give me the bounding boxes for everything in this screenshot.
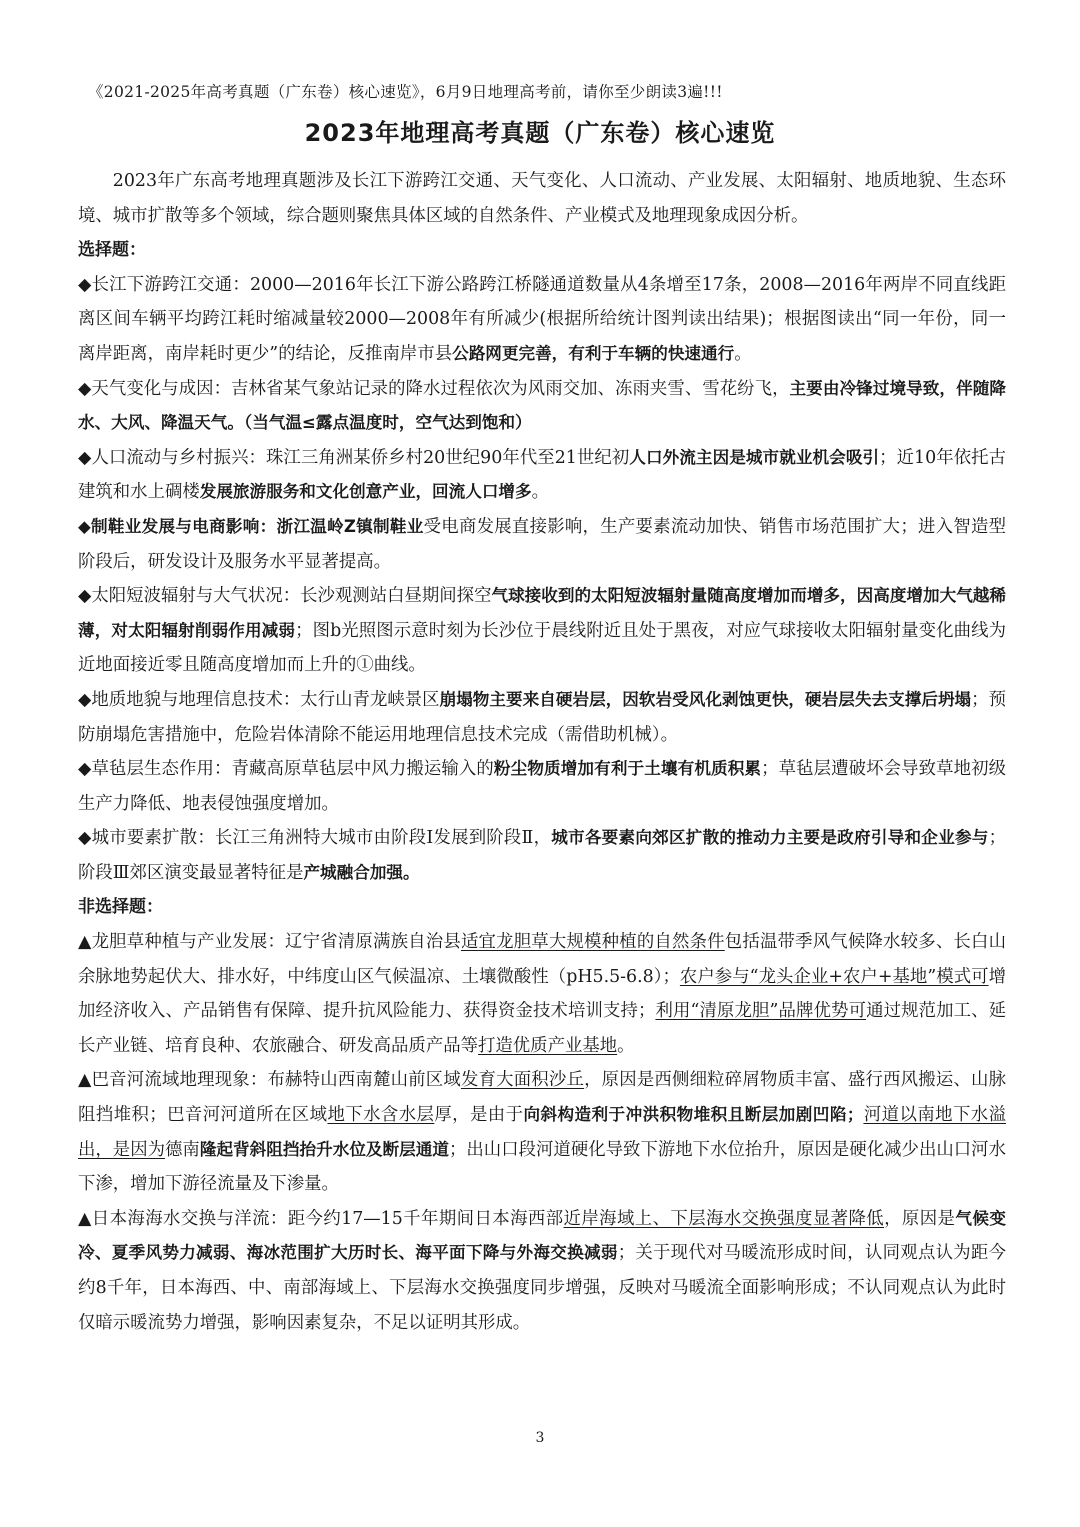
underlined-text: 适宜龙胆草大规模种植的自然条件: [460, 932, 725, 953]
bold-text: 崩塌物主要来自硬岩层，因软岩受风化剥蚀更快，硬岩层失去支撑后坍塌: [439, 689, 972, 709]
text-segment: ；图b光照图示意时刻为长沙位于晨线附近且处于黑夜，对应气球接收太阳辐射量变化曲线为近地面接近零且随高度增加而上升的①曲线。: [78, 620, 1007, 676]
underlined-text: 利用“清原龙胆”品牌优势可: [655, 1001, 867, 1022]
text-segment: 厚，是由于: [434, 1105, 524, 1126]
nonchoice-item: [78, 1063, 1006, 1201]
underlined-text: 近岸海域上、下层海水交换强度显著降低: [563, 1208, 885, 1229]
text-segment: 通过规范加工、延长产业链、培育良种、农旅融合、研发高品质产品等: [78, 1001, 1006, 1056]
document-body: [78, 164, 1006, 1340]
choice-item: [78, 268, 1006, 372]
text-segment: 。: [617, 1035, 635, 1056]
bold-text: 气球接收到的太阳短波辐射量随高度增加而增多，因高度增加大气越稀薄，对太阳辐射削弱作用减弱: [78, 586, 1006, 640]
text-segment: ；关于现代对马暖流形成时间，认同观点认为距今约8千年，日本海西、中、南部海域上、下层海水交换强度同步增强，反映对马暖流全面影响形成；不认同观点认为此时仅暗示暖流势力增强，影响因素复杂，不足以证明其形成。: [78, 1243, 1006, 1333]
nonchoice-heading: 非选择题：: [78, 897, 163, 918]
text-segment: ◆人口流动与乡村振兴：珠江三角洲某侨乡村20世纪90年代至21世纪初: [78, 447, 630, 468]
text-segment: ◆城市要素扩散：长江三角洲特大城市由阶段Ⅰ发展到阶段Ⅱ，: [78, 828, 552, 849]
underlined-text: 地下水含水层: [327, 1105, 435, 1126]
text-segment: 。: [531, 482, 550, 503]
choice-heading: 选择题：: [78, 240, 146, 261]
text-segment: 受电商发展直接影响，生产要素流动加快、销售市场范围扩大；进入智造型阶段后，研发设计及服务水平显著提高。: [78, 516, 1006, 572]
text-segment: ；出山口段河道硬化导致下游地下水位抬升，原因是硬化减少出山口河水下渗，增加下游径流量及下渗量。: [78, 1139, 1006, 1195]
text-segment: 增加经济收入、产品销售有保障、提升抗风险能力、获得资金技术培训支持；: [78, 966, 1006, 1022]
text-segment: ；预防崩塌危害措施中，危险岩体清除不能运用地理信息技术完成（需借助机械）。: [78, 689, 1006, 745]
text-segment: ；阶段Ⅲ郊区演变最显著特征是: [78, 828, 1006, 883]
choice-item: [78, 441, 1006, 510]
bold-text: 气候变冷、夏季风势力减弱、海冰范围扩大历时长、海平面下降与外海交换减弱: [78, 1208, 1006, 1263]
page-number: 3: [535, 1430, 545, 1446]
underlined-text: 发育大面积沙丘: [460, 1070, 585, 1091]
text-segment: 德南: [165, 1139, 200, 1160]
text-segment: ；近10年依托古建筑和水上碉楼: [78, 447, 1006, 503]
text-segment: ◆长江下游跨江交通：2000—2016年长江下游公路跨江桥隧通道数量从4条增至17条，2008—2016年两岸不同直线距离区间车辆平均跨江耗时缩减量较2000—2008年有所减少(根据所给统计图判读出结果)；根据图读出“同一年份，同一离岸距离，南岸耗时更少”的结论，反推南岸市县: [78, 274, 1006, 364]
intro-paragraph: 2023年广东高考地理真题涉及长江下游跨江交通、天气变化、人口流动、产业发展、太阳辐射、地质地貌、生态环境、城市扩散等多个领域，综合题则聚焦具体区域的自然条件、产业模式及地理现象成因分析。: [78, 171, 1006, 226]
bold-text: 人口外流主因是城市就业机会吸引: [629, 447, 880, 467]
text-segment: ▲龙胆草种植与产业发展：辽宁省清原满族自治县: [78, 932, 461, 953]
underlined-text: 农户参与“龙头企业+农户+基地”模式可: [679, 966, 989, 987]
page-title: 2023年地理高考真题（广东卷）核心速览: [304, 119, 776, 147]
text-segment: ▲巴音河流域地理现象：布赫特山西南麓山前区域: [78, 1070, 461, 1091]
nonchoice-item-list: [78, 925, 1006, 1340]
text-segment: ◆太阳短波辐射与大气状况：长沙观测站白昼期间探空: [78, 586, 492, 607]
underlined-text: 河道以南地下水溢出，是因为: [78, 1105, 1006, 1160]
choice-item-list: [78, 268, 1006, 891]
choice-item: [78, 821, 1006, 890]
choice-item: [78, 752, 1006, 821]
bold-text: 产城融合加强。: [303, 862, 420, 882]
text-segment: ◆天气变化与成因：吉林省某气象站记录的降水过程依次为风雨交加、冻雨夹雪、雪花纷飞，: [78, 378, 790, 399]
text-segment: ◆草毡层生态作用：青藏高原草毡层中风力搬运输入的: [78, 759, 494, 780]
bold-text: 向斜构造利于冲洪积物堆积且断层加剧凹陷；: [523, 1105, 864, 1125]
nonchoice-item: [78, 925, 1006, 1063]
choice-item: [78, 372, 1006, 441]
top-note: 《2021-2025年高考真题（广东卷）核心速览》，6月9日地理高考前，请你至少朗读3遍!!!: [88, 83, 723, 101]
bold-text: 隆起背斜阻挡抬升水位及断层通道: [199, 1139, 449, 1159]
bold-text: 主要由冷锋过境导致，伴随降水、大风、降温天气。（当气温≤露点温度时，空气达到饱和）: [78, 378, 1006, 433]
choice-item: [78, 510, 1006, 579]
bold-text: 发展旅游服务和文化创意产业，回流人口增多: [199, 482, 532, 502]
underlined-text: 打造优质产业基地: [478, 1035, 618, 1056]
text-segment: ◆地质地貌与地理信息技术：太行山青龙峡景区: [78, 689, 440, 710]
text-segment: 。: [734, 343, 752, 364]
choice-item: [78, 579, 1006, 683]
nonchoice-item: [78, 1202, 1006, 1340]
bold-text: 城市各要素向郊区扩散的推动力主要是政府引导和企业参与: [551, 828, 989, 848]
bold-text: 粉尘物质增加有利于土壤有机质积累: [493, 759, 762, 779]
text-segment: ；草毡层遭破坏会导致草地初级生产力降低、地表侵蚀强度增加。: [78, 759, 1006, 814]
text-segment: 包括温带季风气候降水较多、长白山余脉地势起伏大、排水好，中纬度山区气候温凉、土壤微酸性（pH5.5-6.8）；: [78, 932, 1006, 987]
choice-item: [78, 683, 1006, 752]
bold-text: 公路网更完善，有利于车辆的快速通行: [452, 343, 735, 363]
text-segment: ，原因是: [884, 1208, 956, 1229]
text-segment: ，原因是西侧细粒碎屑物质丰富、盛行西风搬运、山脉阻挡堆积；巴音河河道所在区域: [78, 1070, 1006, 1126]
bold-text: ◆制鞋业发展与电商影响：浙江温岭Z镇制鞋业: [78, 516, 424, 536]
text-segment: ▲日本海海水交换与洋流：距今约17—15千年期间日本海西部: [78, 1208, 564, 1229]
